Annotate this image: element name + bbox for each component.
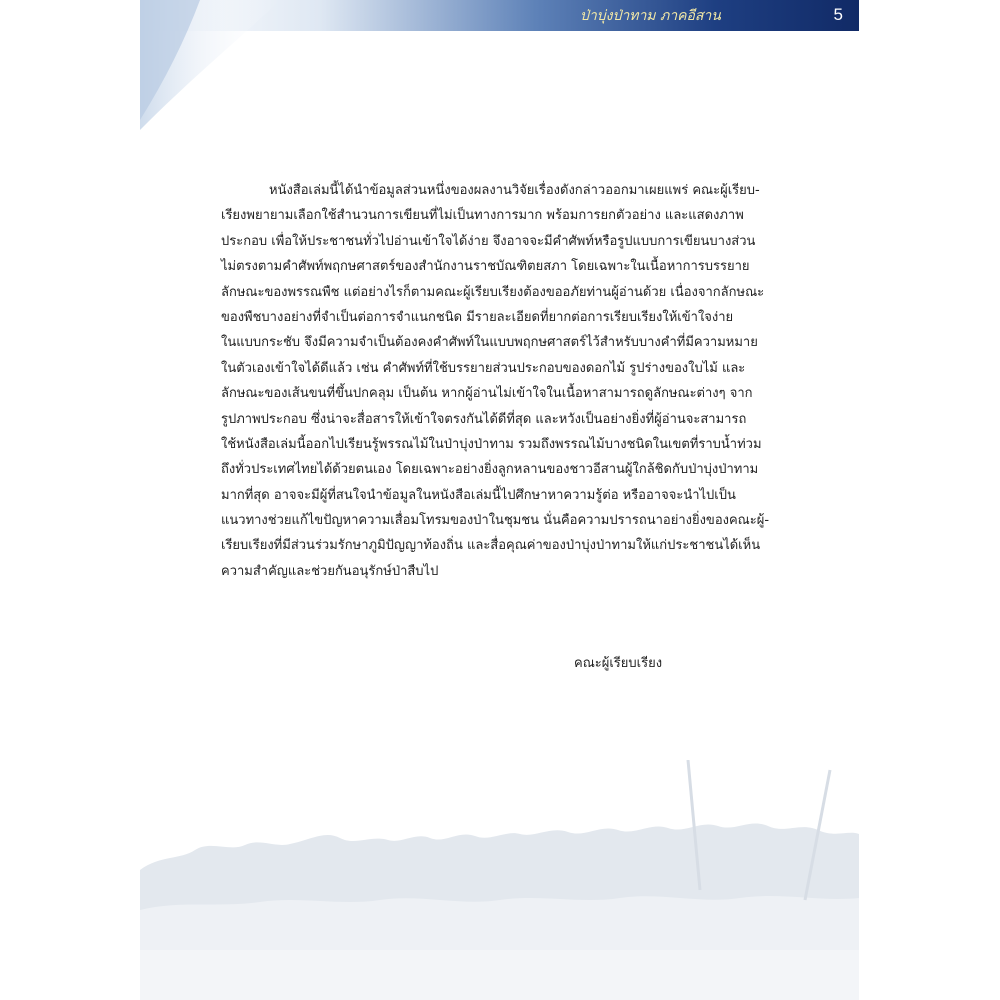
body-line: ความสำคัญและช่วยกันอนุรักษ์ป่าสืบไป: [221, 563, 439, 579]
body-line: เรียงพยายามเลือกใช้สำนวนการเขียนที่ไม่เป็นทางการมาก พร้อมการยกตัวอย่าง และแสดงภาพ: [221, 208, 744, 224]
running-header-title: ป่าบุ่งป่าทาม ภาคอีสาน: [580, 8, 721, 24]
body-line: หนังสือเล่มนี้ได้นำข้อมูลส่วนหนึ่งของผลงานวิจัยเรื่องดังกล่าวออกมาเผยแพร่ คณะผู้เรียบ-: [269, 183, 760, 198]
preface-body: [221, 178, 811, 584]
signature: คณะผู้เรียบเรียง: [574, 656, 663, 671]
body-line: ไม่ตรงตามคำศัพท์พฤกษศาสตร์ของสำนักงานราชบัณฑิตยสภา โดยเฉพาะในเนื้อหาการบรรยาย: [221, 259, 750, 275]
body-line: ลักษณะของพรรณพืช แต่อย่างไรก็ตามคณะผู้เรียบเรียงต้องขออภัยท่านผู้อ่านด้วย เนื่องจากลักษณะ: [221, 284, 765, 300]
body-line: แนวทางช่วยแก้ไขปัญหาความเสื่อมโทรมของป่าในชุมชน นั่นคือความปรารถนาอย่างยิ่งของคณะผู้-: [221, 513, 770, 529]
body-line: ใช้หนังสือเล่มนี้ออกไปเรียนรู้พรรณไม้ในป่าบุ่งป่าทาม รวมถึงพรรณไม้บางชนิดในเขตที่ราบน้ำท่วม: [221, 436, 762, 452]
book-page: [140, 0, 859, 1000]
body-line: ประกอบ เพื่อให้ประชาชนทั่วไปอ่านเข้าใจได้ง่าย จึงอาจจะมีคำศัพท์หรือรูปแบบการเขียนบางส่วน: [221, 233, 756, 249]
body-line: ถึงทั่วประเทศไทยได้ด้วยตนเอง โดยเฉพาะอย่างยิ่งลูกหลานของชาวอีสานผู้ใกล้ชิดกับป่าบุ่งป่าทาม: [221, 462, 759, 478]
body-line: ในแบบกระชับ จึงมีความจำเป็นต้องคงคำศัพท์ในแบบพฤกษศาสตร์ไว้สำหรับบางคำที่มีความหมาย: [221, 335, 758, 351]
wetland-forest-watermark: [140, 760, 859, 1000]
body-line: มากที่สุด อาจจะมีผู้ที่สนใจนำข้อมูลในหนังสือเล่มนี้ไปศึกษาหาความรู้ต่อ หรืออาจจะนำไปเป็น: [221, 487, 736, 503]
body-line: รูปภาพประกอบ ซึ่งน่าจะสื่อสารให้เข้าใจตรงกันได้ดีที่สุด และหวังเป็นอย่างยิ่งที่ผู้อ่านจะสามารถ: [221, 411, 747, 427]
page-number: 5: [833, 5, 843, 24]
body-line: ของพืชบางอย่างที่จำเป็นต่อการจำแนกชนิด มีรายละเอียดที่ยากต่อการเรียบเรียงให้เข้าใจง่าย: [221, 309, 734, 325]
body-line: ในตัวเองเข้าใจได้ดีแล้ว เช่น คำศัพท์ที่ใช้บรรยายส่วนประกอบของดอกไม้ รูปร่างของใบไม้ และ: [221, 360, 746, 376]
body-line: ลักษณะของเส้นขนที่ขึ้นปกคลุม เป็นต้น หากผู้อ่านไม่เข้าใจในเนื้อหาสามารถดูลักษณะต่างๆ จาก: [221, 386, 753, 402]
body-line: เรียบเรียงที่มีส่วนร่วมรักษาภูมิปัญญาท้องถิ่น และสื่อคุณค่าของป่าบุ่งป่าทามให้แก่ประชาชนได้เห็น: [221, 538, 761, 554]
